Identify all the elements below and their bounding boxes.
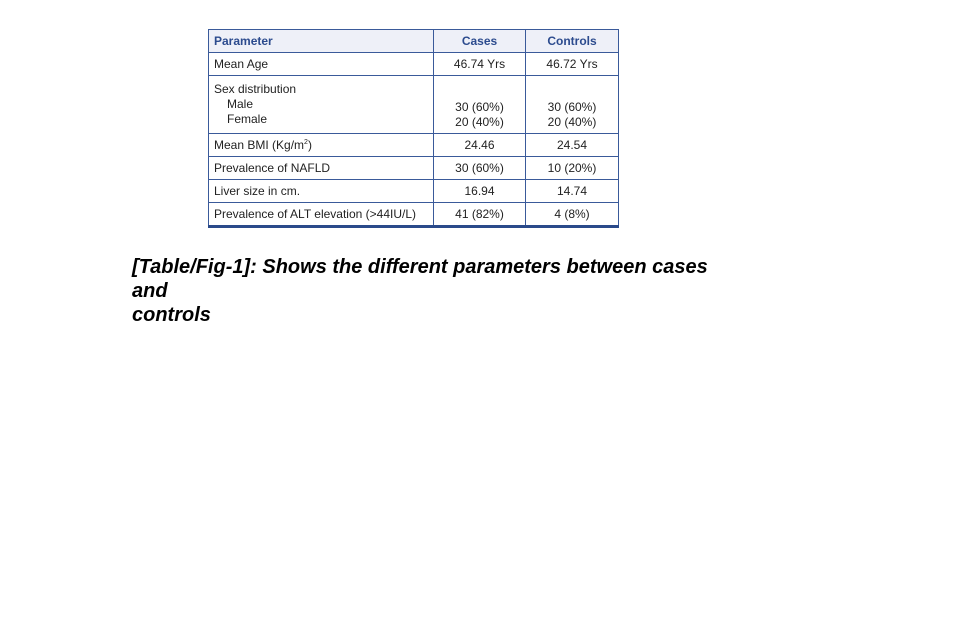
row-label: Mean Age xyxy=(209,53,434,76)
cases-value: 24.46 xyxy=(434,134,526,157)
controls-value: 24.54 xyxy=(526,134,619,157)
controls-value: 4 (8%) xyxy=(526,203,619,227)
caption-line-1: [Table/Fig-1]: Shows the different parameters between cases xyxy=(132,256,708,278)
row-label: Mean BMI (Kg/m xyxy=(214,137,305,152)
table-row-liver-size xyxy=(209,180,619,203)
parameters-table-container xyxy=(208,29,618,228)
table-row-sex-distribution xyxy=(209,76,619,134)
controls-cell xyxy=(526,76,619,134)
table-row-nafld xyxy=(209,157,619,180)
row-label-cell xyxy=(209,76,434,134)
cases-value: 30 (60%) xyxy=(434,157,526,180)
row-label: Sex distribution xyxy=(214,82,297,96)
caption-line-2: and xyxy=(132,280,168,302)
table-header-row xyxy=(209,30,619,53)
controls-female-value: 20 (40%) xyxy=(547,115,597,129)
table-row-mean-age xyxy=(209,53,619,76)
controls-male-value: 30 (60%) xyxy=(547,100,597,114)
table-row-alt xyxy=(209,203,619,227)
cases-value: 41 (82%) xyxy=(434,203,526,227)
superscript-2: 2 xyxy=(304,138,308,146)
row-label: Prevalence of ALT elevation (>44IU/L) xyxy=(209,203,434,227)
cases-female-value: 20 (40%) xyxy=(455,115,504,129)
table-row-bmi xyxy=(209,134,619,157)
cases-cell xyxy=(434,76,526,134)
parameters-table xyxy=(208,29,619,228)
row-label: Liver size in cm. xyxy=(209,180,434,203)
figure-caption xyxy=(132,255,772,327)
controls-value: 10 (20%) xyxy=(526,157,619,180)
header-controls: Controls xyxy=(526,30,619,53)
sub-label-male: Male xyxy=(227,97,254,111)
cases-male-value: 30 (60%) xyxy=(455,100,504,114)
row-label: Prevalence of NAFLD xyxy=(209,157,434,180)
cases-value: 46.74 Yrs xyxy=(434,53,526,76)
header-cases: Cases xyxy=(434,30,526,53)
header-parameter: Parameter xyxy=(209,30,434,53)
controls-value: 46.72 Yrs xyxy=(526,53,619,76)
cases-value: 16.94 xyxy=(434,180,526,203)
row-label-end: ) xyxy=(307,137,312,152)
controls-value: 14.74 xyxy=(526,180,619,203)
caption-line-3: controls xyxy=(132,304,211,326)
sub-label-female: Female xyxy=(227,112,268,126)
row-label-cell xyxy=(209,134,434,157)
